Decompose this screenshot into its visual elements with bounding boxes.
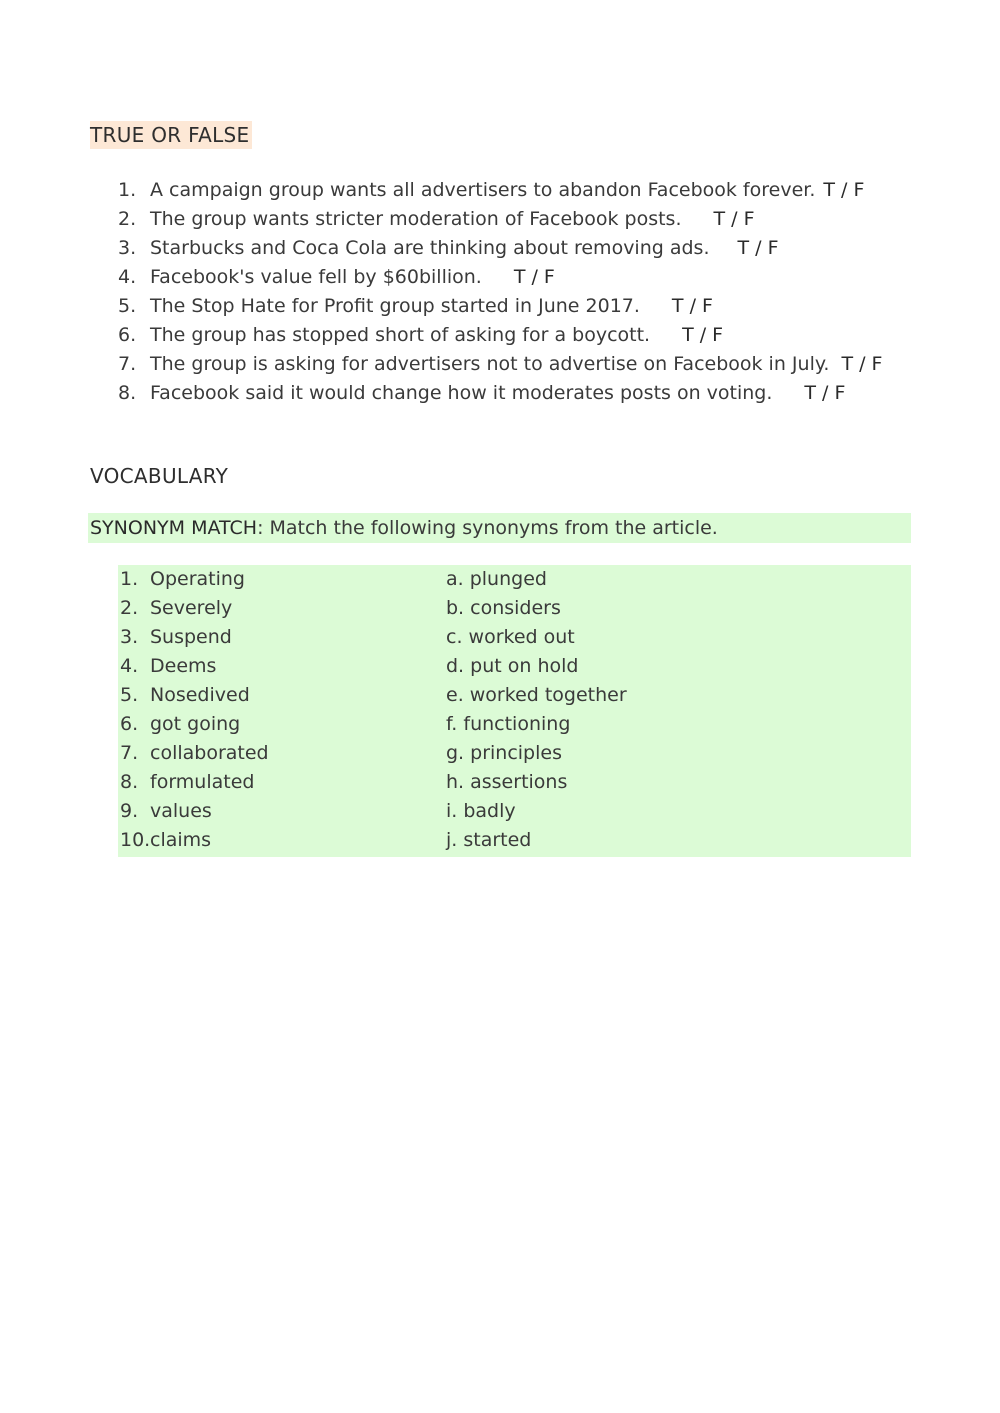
true-false-item [118,263,918,292]
synonym-match-text: : Match the following synonyms from the article. [257,517,718,539]
match-synonym[interactable]: f. functioning [446,713,571,735]
synonym-match-instruction [88,513,911,543]
true-false-choice[interactable]: T / F [671,295,713,317]
synonym-match-table [118,565,911,857]
match-word[interactable]: 6. got going [120,713,241,735]
match-row [118,623,911,652]
match-word[interactable]: 10.claims [120,829,212,851]
item-number: 4. [118,266,137,288]
item-statement: Facebook said it would change how it moderates posts on voting. T / F [150,382,846,404]
vocabulary-heading: VOCABULARY [90,464,229,488]
item-statement: The group wants stricter moderation of Facebook posts. T / F [150,208,755,230]
true-false-choice[interactable]: T / F [841,353,883,375]
item-statement: The group has stopped short of asking for a boycott. T / F [150,324,724,346]
match-synonym[interactable]: j. started [446,829,532,851]
match-synonym[interactable]: d. put on hold [446,655,579,677]
match-word[interactable]: 5. Nosedived [120,684,250,706]
true-false-item [118,321,918,350]
item-number: 1. [118,179,137,201]
item-number: 5. [118,295,137,317]
match-row [118,594,911,623]
synonym-match-label: SYNONYM MATCH [90,517,258,539]
item-number: 7. [118,353,137,375]
true-false-choice[interactable]: T / F [804,382,846,404]
match-word[interactable]: 9. values [120,800,212,822]
true-false-list [118,176,918,408]
item-statement: Starbucks and Coca Cola are thinking about removing ads. T / F [150,237,779,259]
item-statement: Facebook's value fell by $60billion. T / F [150,266,555,288]
true-false-heading: TRUE OR FALSE [90,121,252,149]
item-statement: The Stop Hate for Profit group started in June 2017. T / F [150,295,713,317]
match-row [118,565,911,594]
true-false-item [118,379,918,408]
match-word[interactable]: 3. Suspend [120,626,232,648]
item-statement: The group is asking for advertisers not to advertise on Facebook in July. T / F [150,353,883,375]
match-synonym[interactable]: g. principles [446,742,562,764]
true-false-item [118,292,918,321]
true-false-choice[interactable]: T / F [713,208,755,230]
match-synonym[interactable]: a. plunged [446,568,547,590]
match-row [118,681,911,710]
match-synonym[interactable]: e. worked together [446,684,627,706]
item-number: 6. [118,324,137,346]
match-row [118,768,911,797]
match-synonym[interactable]: i. badly [446,800,516,822]
true-false-choice[interactable]: T / F [682,324,724,346]
true-false-choice[interactable]: T / F [823,179,865,201]
match-row [118,739,911,768]
item-number: 8. [118,382,137,404]
item-number: 2. [118,208,137,230]
match-synonym[interactable]: h. assertions [446,771,568,793]
true-false-item [118,205,918,234]
item-number: 3. [118,237,137,259]
match-row [118,797,911,826]
match-word[interactable]: 4. Deems [120,655,217,677]
match-row [118,652,911,681]
item-statement: A campaign group wants all advertisers to abandon Facebook forever. T / F [150,179,865,201]
match-synonym[interactable]: b. considers [446,597,561,619]
true-false-choice[interactable]: T / F [513,266,555,288]
match-synonym[interactable]: c. worked out [446,626,575,648]
match-word[interactable]: 8. formulated [120,771,255,793]
true-false-item [118,350,918,379]
true-false-item [118,176,918,205]
true-false-choice[interactable]: T / F [737,237,779,259]
match-row [118,826,911,855]
true-false-item [118,234,918,263]
match-word[interactable]: 7. collaborated [120,742,269,764]
match-word[interactable]: 2. Severely [120,597,233,619]
match-word[interactable]: 1. Operating [120,568,245,590]
match-row [118,710,911,739]
